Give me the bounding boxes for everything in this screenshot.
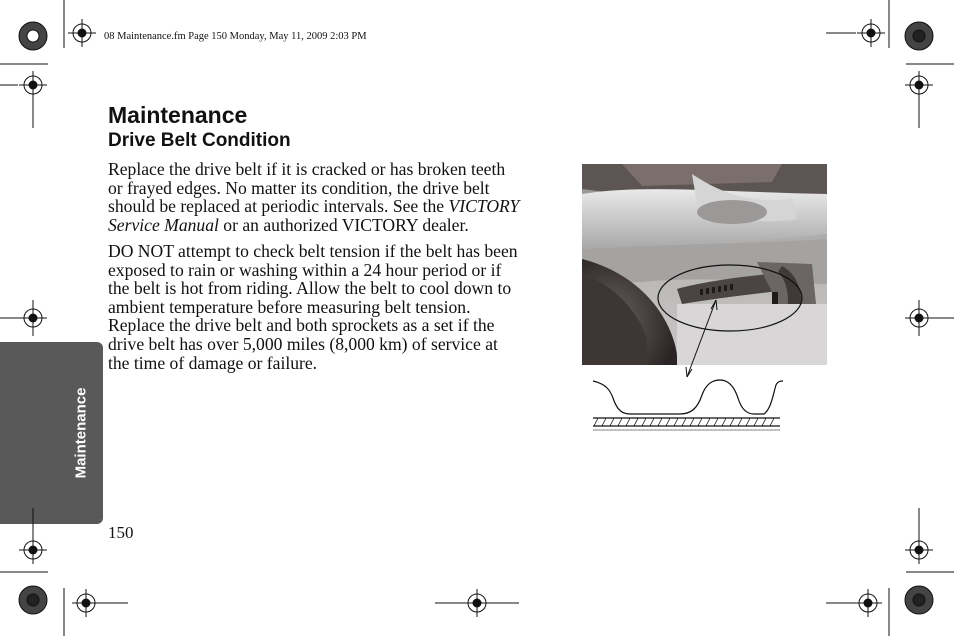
subsection-title: Drive Belt Condition <box>108 130 291 151</box>
drive-belt-photo <box>582 164 827 365</box>
text-line: Replace the drive belt and both sprockets as a set if the <box>108 315 495 336</box>
text-line: Replace the drive belt if it is cracked or has broken teeth <box>108 159 506 179</box>
manual-title-italic: VICTORY <box>448 196 520 217</box>
text-line: the belt is hot from riding. Allow the belt to cool down to <box>108 278 512 299</box>
section-title: Maintenance <box>108 102 248 128</box>
text-line: the time of damage or failure. <box>108 352 318 373</box>
manual-title-italic: Service Manual <box>108 214 219 235</box>
text-line <box>108 197 568 216</box>
text-line: ambient temperature before measuring belt tension. <box>108 296 471 317</box>
text-line <box>108 216 568 235</box>
text-run: should be replaced at periodic intervals. See the <box>108 196 449 217</box>
text-line: or frayed edges. No matter its condition, the drive belt <box>108 177 490 198</box>
page-number: 150 <box>108 523 134 542</box>
belt-tooth-diagram-icon <box>593 380 783 430</box>
text-line: drive belt has over 5,000 miles (8,000 km) of service at <box>108 333 498 354</box>
file-info-header: 08 Maintenance.fm Page 150 Monday, May 11, 2009 2:03 PM <box>104 31 367 42</box>
paragraph-belt-replacement <box>108 160 568 234</box>
chapter-side-tab-label: Maintenance <box>72 387 90 479</box>
text-line: DO NOT attempt to check belt tension if the belt has been <box>108 241 518 261</box>
paragraph-belt-tension-warning <box>108 242 568 372</box>
text-line: exposed to rain or washing within a 24 hour period or if <box>108 259 502 280</box>
text-run: or an authorized VICTORY dealer. <box>218 214 469 235</box>
